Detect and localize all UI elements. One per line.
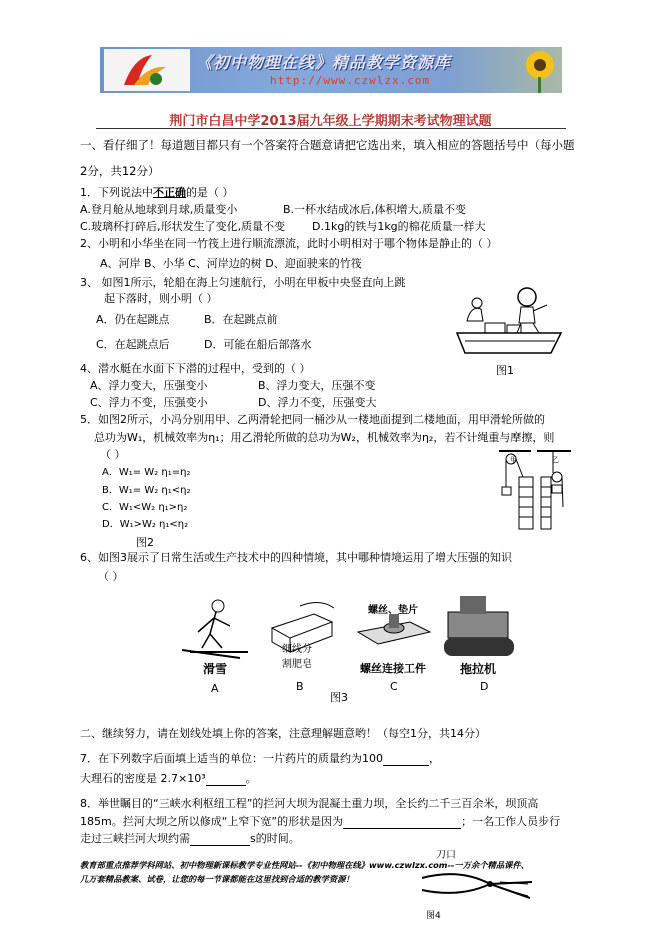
q7-line2-end: 。 — [245, 772, 257, 785]
q6-stem-line2: （ ） — [98, 570, 124, 583]
q1-stem-emphasis: 不正确 — [153, 186, 186, 199]
q8-line3 — [80, 832, 300, 846]
footer-line1: 教育部重点推荐学科网站、初中物理新课标教学专业性网站--《初中物理在线》www.czwlzx.com--一万余个精品课件、 — [80, 860, 530, 870]
figure2-caption: 图2 — [136, 536, 154, 549]
figure2-label-jia: 甲 — [510, 456, 517, 464]
section1-heading-line1: 一、看仔细了！每道题目都只有一个答案符合题意请把它选出来，填入相应的答题括号中（每小题 — [80, 138, 575, 152]
q8-line1: 8．举世瞩目的“三峡水利枢纽工程”的拦河大坝为混凝土重力坝，全长约二千三百余米，坝顶高 — [80, 797, 539, 810]
q3-stem-line2: 起下落时，则小明（ ） — [104, 292, 218, 305]
q8-line2-text: 185m。拦河大坝之所以修成“上窄下宽”的形状是因为 — [80, 815, 344, 828]
q3-stem-line1: 3、 如图1所示，轮船在海上匀速航行，小明在甲板中央竖直向上跳 — [80, 276, 406, 289]
q1-option-c: C.玻璃杯打碎后,形状发生了变化,质量不变 — [80, 220, 286, 233]
q4-stem: 4、潜水艇在水面下下潜的过程中，受到的（ ） — [80, 362, 311, 375]
q7-line1 — [80, 752, 440, 766]
figure3-caption: 图3 — [330, 691, 348, 704]
q1-option-d: D.1kg的铁与1kg的棉花质量一样大 — [312, 220, 486, 233]
header-banner — [100, 47, 562, 93]
q5-stem-line2: 总功为W₁，机械效率为η₁；用乙滑轮所做的总功为W₂，机械效率为η₂，若不计绳重与摩擦，则 — [94, 431, 555, 444]
q7-line2 — [80, 772, 257, 786]
figure3-tractor-drawing — [444, 596, 514, 656]
q4-option-a: A、浮力变大，压强变小 — [90, 379, 208, 392]
figure4-caption: 图4 — [426, 911, 441, 921]
figure1-caption: 图1 — [496, 364, 514, 377]
q1-option-b: B.一杯水结成冰后,体积增大,质量不变 — [283, 203, 467, 216]
figure3-letter-d: D — [480, 680, 489, 693]
section1-heading-line2: 2分，共12分） — [80, 164, 160, 178]
q8-line2-end: ；一名工作人员步行 — [461, 815, 561, 828]
figure3-screw-drawing — [358, 614, 430, 644]
figure3-letter-b: B — [296, 680, 304, 693]
banner-title: 《初中物理在线》精品教学资源库 — [196, 53, 452, 72]
figure4-scissors-drawing — [420, 858, 540, 910]
figure3-label-screw-top: 螺丝、垫片 — [368, 605, 418, 616]
q8-blank2[interactable] — [190, 834, 250, 846]
figure2-label-yi: 乙 — [552, 456, 559, 464]
q5-option-a: A．W₁= W₂ η₁=η₂ — [102, 467, 191, 478]
banner-url[interactable]: http://www.czwlzx.com — [270, 74, 431, 87]
q3-option-d: D．可能在船后部落水 — [204, 338, 312, 351]
figure3-label-screw: 螺丝连接工件 — [360, 662, 426, 675]
q8-blank1[interactable] — [343, 817, 461, 829]
figure3-label-wire: 细线分 — [282, 644, 312, 655]
q5-option-b: B．W₁= W₂ η₁<η₂ — [102, 485, 191, 496]
q5-option-d: D．W₁>W₂ η₁<η₂ — [102, 519, 189, 530]
figure4-label: 刀口 — [436, 850, 456, 861]
q2-stem: 2、小明和小华坐在同一竹筏上进行顺流漂流，此时小明相对于哪个物体是静止的（ ） — [80, 237, 498, 250]
q5-stem-line3: （ ） — [100, 448, 126, 461]
q1-option-a: A.登月舱从地球到月球,质量变小 — [80, 203, 238, 216]
site-logo-icon — [104, 49, 190, 91]
q7-blank2[interactable] — [206, 774, 246, 786]
q7-line2-text: 大理石的密度是 2.7×10³ — [80, 772, 206, 785]
q3-option-a: A．仍在起跳点 — [96, 313, 170, 326]
q5-option-c: C．W₁<W₂ η₁>η₂ — [102, 502, 188, 513]
sunflower-icon — [512, 47, 562, 93]
q5-stem-line1: 5．如图2所示，小冯分别用甲、乙两滑轮把同一桶沙从一楼地面提到二楼地面，用甲滑轮所做的 — [80, 413, 545, 426]
q4-option-c: C、浮力不变，压强变小 — [90, 396, 208, 409]
title-divider — [96, 128, 566, 129]
q4-option-d: D、浮力不变，压强变大 — [258, 396, 377, 409]
q2-options: A、河岸 B、小华 C、河岸边的树 D、迎面驶来的竹筏 — [100, 257, 362, 270]
q8-line2 — [80, 815, 560, 829]
figure3-label-skiing: 滑雪 — [203, 662, 228, 676]
figure3-label-wire2: 割肥皂 — [282, 659, 312, 670]
q6-stem-line1: 6、如图3展示了日常生活或生产技术中的四种情境，其中哪种情境运用了增大压强的知识 — [80, 551, 512, 564]
q3-option-c: C．在起跳点后 — [96, 338, 170, 351]
document-title: 荆门市白昌中学2013届九年级上学期期末考试物理试题 — [169, 114, 492, 129]
footer-line2: 几万套精品教案、试卷，让您的每一节课都能在这里找到合适的教学资源！ — [80, 874, 354, 884]
figure3-label-tractor: 拖拉机 — [460, 662, 497, 676]
q7-blank1[interactable] — [383, 754, 429, 766]
q1-stem — [80, 186, 234, 200]
section2-heading: 二、继续努力，请在划线处填上你的答案，注意理解题意哟！（每空1分，共14分） — [80, 727, 486, 740]
figure1-ship-drawing — [455, 285, 565, 357]
q8-line3-end: s的时间。 — [250, 832, 300, 845]
q1-stem-post: 的是（ ） — [186, 186, 234, 199]
q3-option-b: B．在起跳点前 — [204, 313, 278, 326]
q7-line1-text: 7．在下列数字后面填上适当的单位：一片药片的质量约为100 — [80, 752, 383, 765]
q8-line3-text: 走过三峡拦河大坝约需 — [80, 832, 190, 845]
figure3-skiing-drawing — [182, 600, 248, 658]
q7-line1-end: ， — [429, 752, 440, 765]
figure3-letter-c: C — [390, 680, 398, 693]
q4-option-b: B、浮力变大，压强不变 — [258, 379, 376, 392]
q1-stem-pre: 1．下列说法中 — [80, 186, 153, 199]
figure2-pulley-drawing — [497, 447, 573, 531]
figure3-four-scenes — [180, 592, 520, 700]
figure3-letter-a: A — [211, 682, 219, 695]
